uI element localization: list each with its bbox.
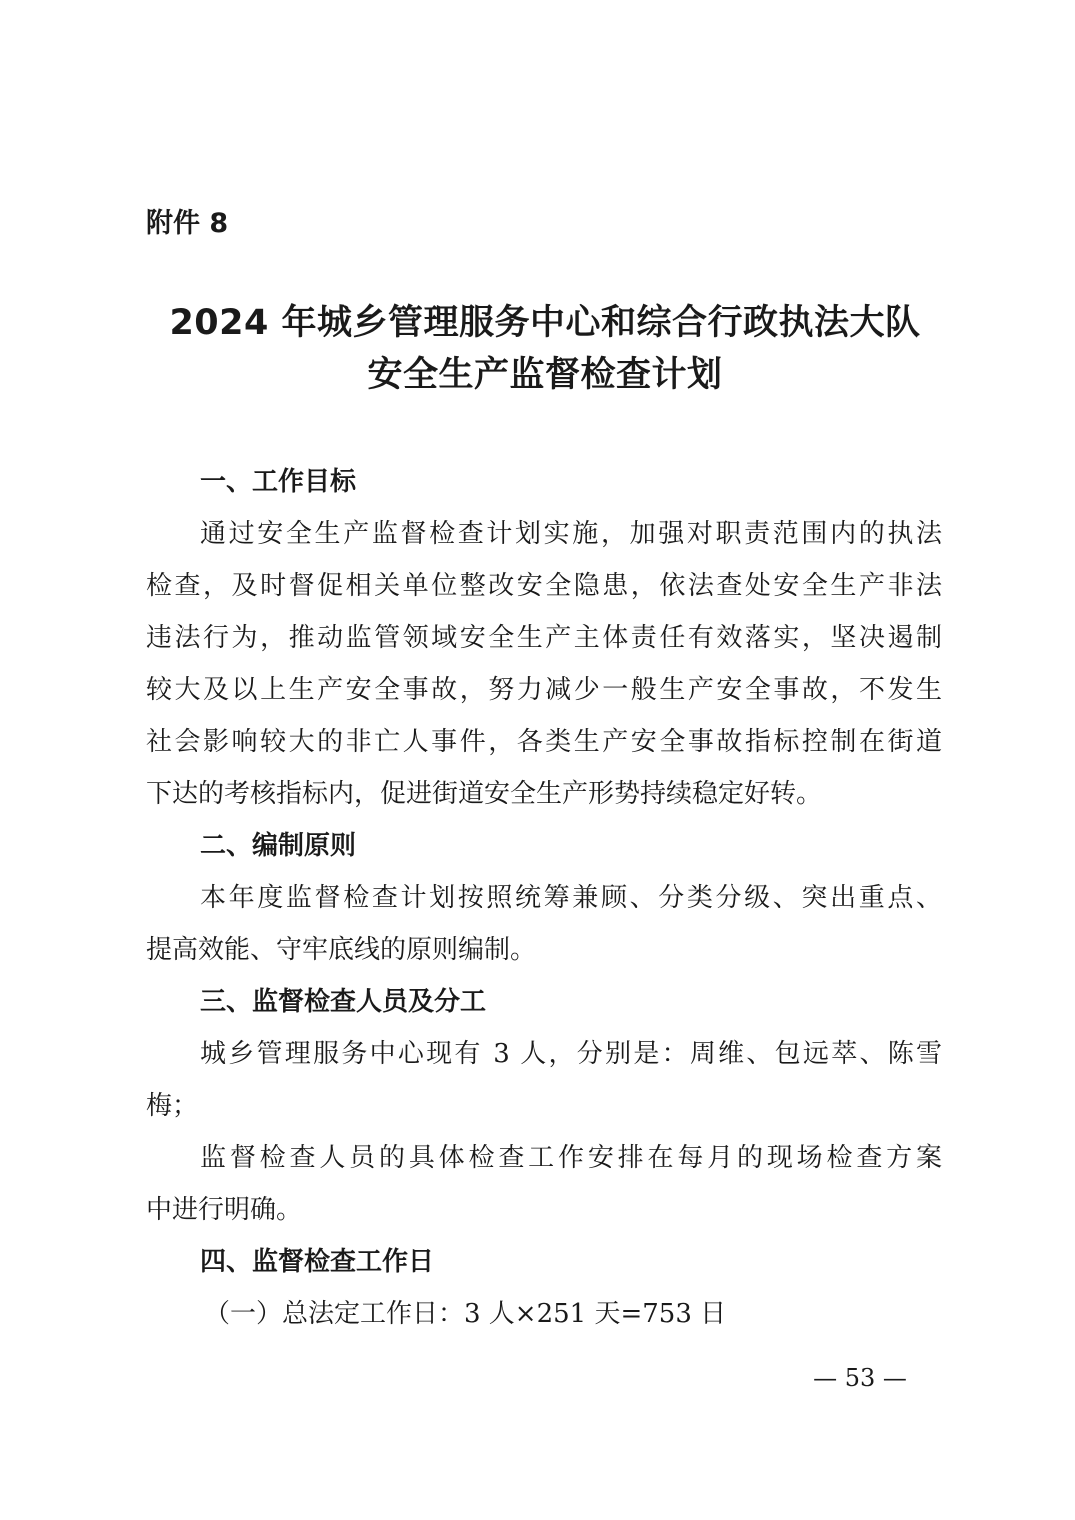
section-heading-principles: 二、编制原则 — [200, 831, 357, 861]
section-heading-staff: 三、监督检查人员及分工 — [200, 987, 487, 1017]
paragraph-line: 通过安全生产监督检查计划实施，加强对职责范围内的执法 — [200, 519, 942, 549]
section-heading-workdays: 四、监督检查工作日 — [200, 1247, 435, 1277]
paragraph-line: 本年度监督检查计划按照统筹兼顾、分类分级、突出重点、 — [200, 883, 942, 913]
paragraph-line: 梅； — [146, 1091, 199, 1121]
page-number: — 53 — — [813, 1364, 907, 1392]
paragraph-line: 较大及以上生产安全事故，努力减少一般生产安全事故，不发生 — [146, 675, 942, 705]
paragraph-line: 监督检查人员的具体检查工作安排在每月的现场检查方案 — [200, 1143, 942, 1173]
attachment-label: 附件 8 — [146, 208, 229, 239]
document-title-line-2: 安全生产监督检查计划 — [367, 355, 723, 395]
section-heading-goals: 一、工作目标 — [200, 467, 357, 497]
paragraph-line: 城乡管理服务中心现有 3 人，分别是：周维、包远萃、陈雪 — [200, 1039, 942, 1069]
paragraph-line: 中进行明确。 — [146, 1195, 303, 1225]
paragraph-line: 下达的考核指标内，促进街道安全生产形势持续稳定好转。 — [146, 779, 823, 809]
paragraph-line: 提高效能、守牢底线的原则编制。 — [146, 935, 537, 965]
paragraph-line: （一）总法定工作日：3 人×251 天=753 日 — [204, 1299, 727, 1329]
document-title-line-1: 2024 年城乡管理服务中心和综合行政执法大队 — [169, 303, 921, 343]
paragraph-line: 检查，及时督促相关单位整改安全隐患，依法查处安全生产非法 — [146, 571, 942, 601]
paragraph-line: 违法行为，推动监管领域安全生产主体责任有效落实，坚决遏制 — [146, 623, 942, 653]
paragraph-line: 社会影响较大的非亡人事件，各类生产安全事故指标控制在街道 — [146, 727, 942, 757]
